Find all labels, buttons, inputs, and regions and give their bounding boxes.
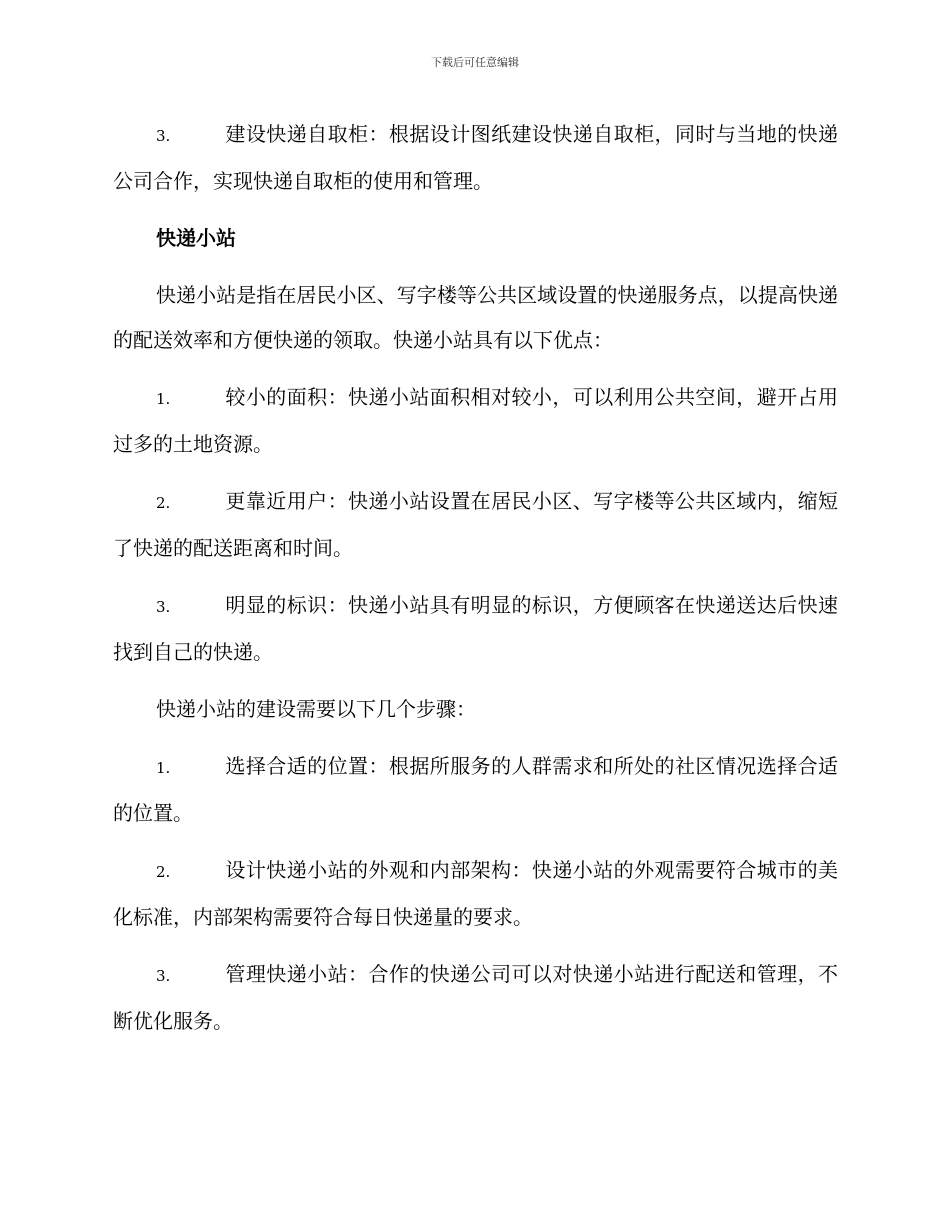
document-body	[113, 112, 838, 1056]
list-item-number: 3.	[156, 967, 171, 985]
list-item-number: 2.	[156, 863, 171, 881]
list-item	[113, 848, 838, 940]
steps-intro-paragraph: 快递小站的建设需要以下几个步骤：	[156, 697, 476, 721]
list-item	[113, 112, 838, 204]
page-header-note: 下载后可任意编辑	[431, 56, 519, 69]
intro-paragraph: 快递小站是指在居民小区、写字楼等公共区域设置的快递服务点，以提高快递的配送效率和方便快递的领取。快递小站具有以下优点：	[113, 283, 838, 352]
list-item-text: 更靠近用户：快递小站设置在居民小区、写字楼等公共区域内，缩短了快递的配送距离和时间。	[113, 489, 838, 560]
list-item-number: 3.	[156, 598, 171, 616]
list-item-number: 2.	[156, 494, 171, 512]
list-item	[113, 744, 838, 836]
list-item-number: 1.	[156, 759, 171, 777]
list-item-text: 较小的面积：快递小站面积相对较小，可以利用公共空间，避开占用过多的土地资源。	[113, 385, 838, 456]
list-item	[113, 952, 838, 1044]
list-item	[113, 583, 838, 675]
list-item-text: 建设快递自取柜：根据设计图纸建设快递自取柜，同时与当地的快递公司合作，实现快递自取柜的使用和管理。	[113, 122, 838, 193]
list-item	[113, 479, 838, 571]
list-item-text: 选择合适的位置：根据所服务的人群需求和所处的社区情况选择合适的位置。	[113, 754, 838, 825]
list-item-number: 1.	[156, 390, 171, 408]
list-item-number: 3.	[156, 127, 171, 145]
list-item-text: 明显的标识：快递小站具有明显的标识，方便顾客在快递送达后快速找到自己的快递。	[113, 593, 838, 664]
section-heading: 快递小站	[156, 226, 236, 250]
list-item-text: 管理快递小站：合作的快递公司可以对快递小站进行配送和管理，不断优化服务。	[113, 962, 838, 1033]
list-item	[113, 375, 838, 467]
list-item-text: 设计快递小站的外观和内部架构：快递小站的外观需要符合城市的美化标准，内部架构需要符合每日快递量的要求。	[113, 858, 838, 929]
